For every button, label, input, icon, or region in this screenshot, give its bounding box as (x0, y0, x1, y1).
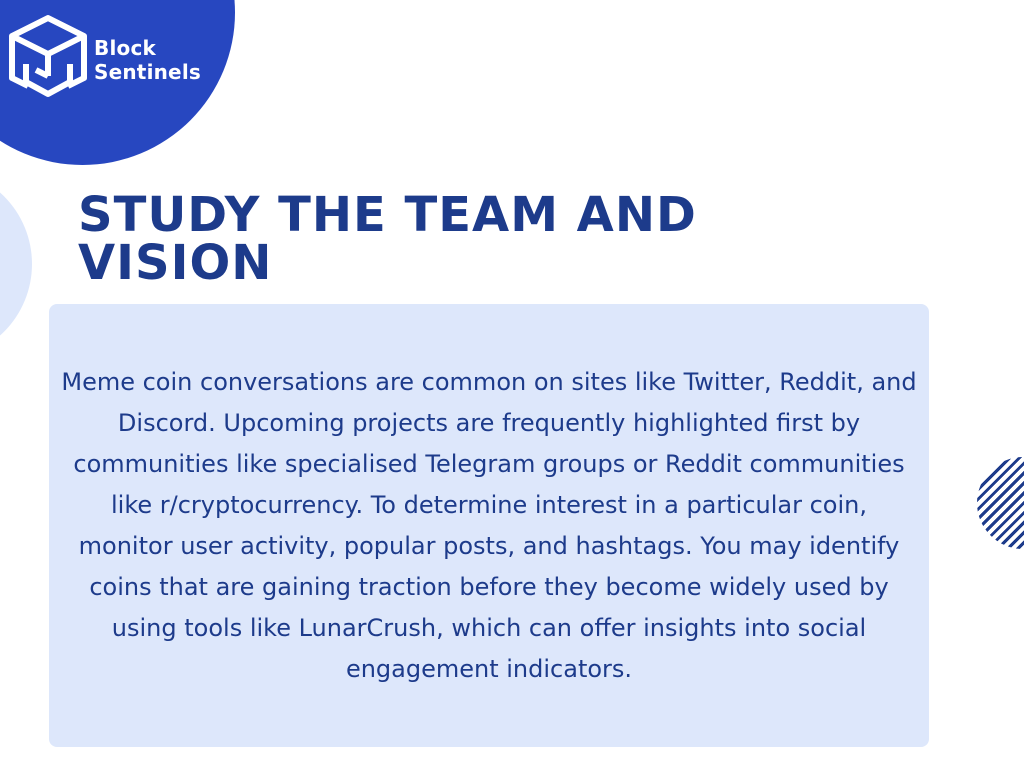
brand-name (94, 36, 201, 84)
cube-logo-icon (6, 14, 90, 100)
brand-name-line-2: Sentinels (94, 60, 201, 84)
content-card (49, 304, 929, 747)
body-paragraph: Meme coin conversations are common on sites like Twitter, Reddit, and Discord. Upcoming projects are frequently highlighted first by communities like specialised Telegram groups or Reddit communities like r/cryptocurrency. To determine interest in a particular coin, monitor user activity, popular posts, and hashtags. You may identify coins that are gaining traction before they become widely used by using tools like LunarCrush, which can offer insights into social engagement indicators. (61, 368, 917, 683)
striped-circle-decoration (977, 457, 1024, 549)
brand-name-line-1: Block (94, 36, 156, 60)
page-title: STUDY THE TEAM AND VISION (78, 187, 697, 291)
light-circle-decoration (0, 168, 32, 360)
brand-logo (6, 14, 216, 102)
